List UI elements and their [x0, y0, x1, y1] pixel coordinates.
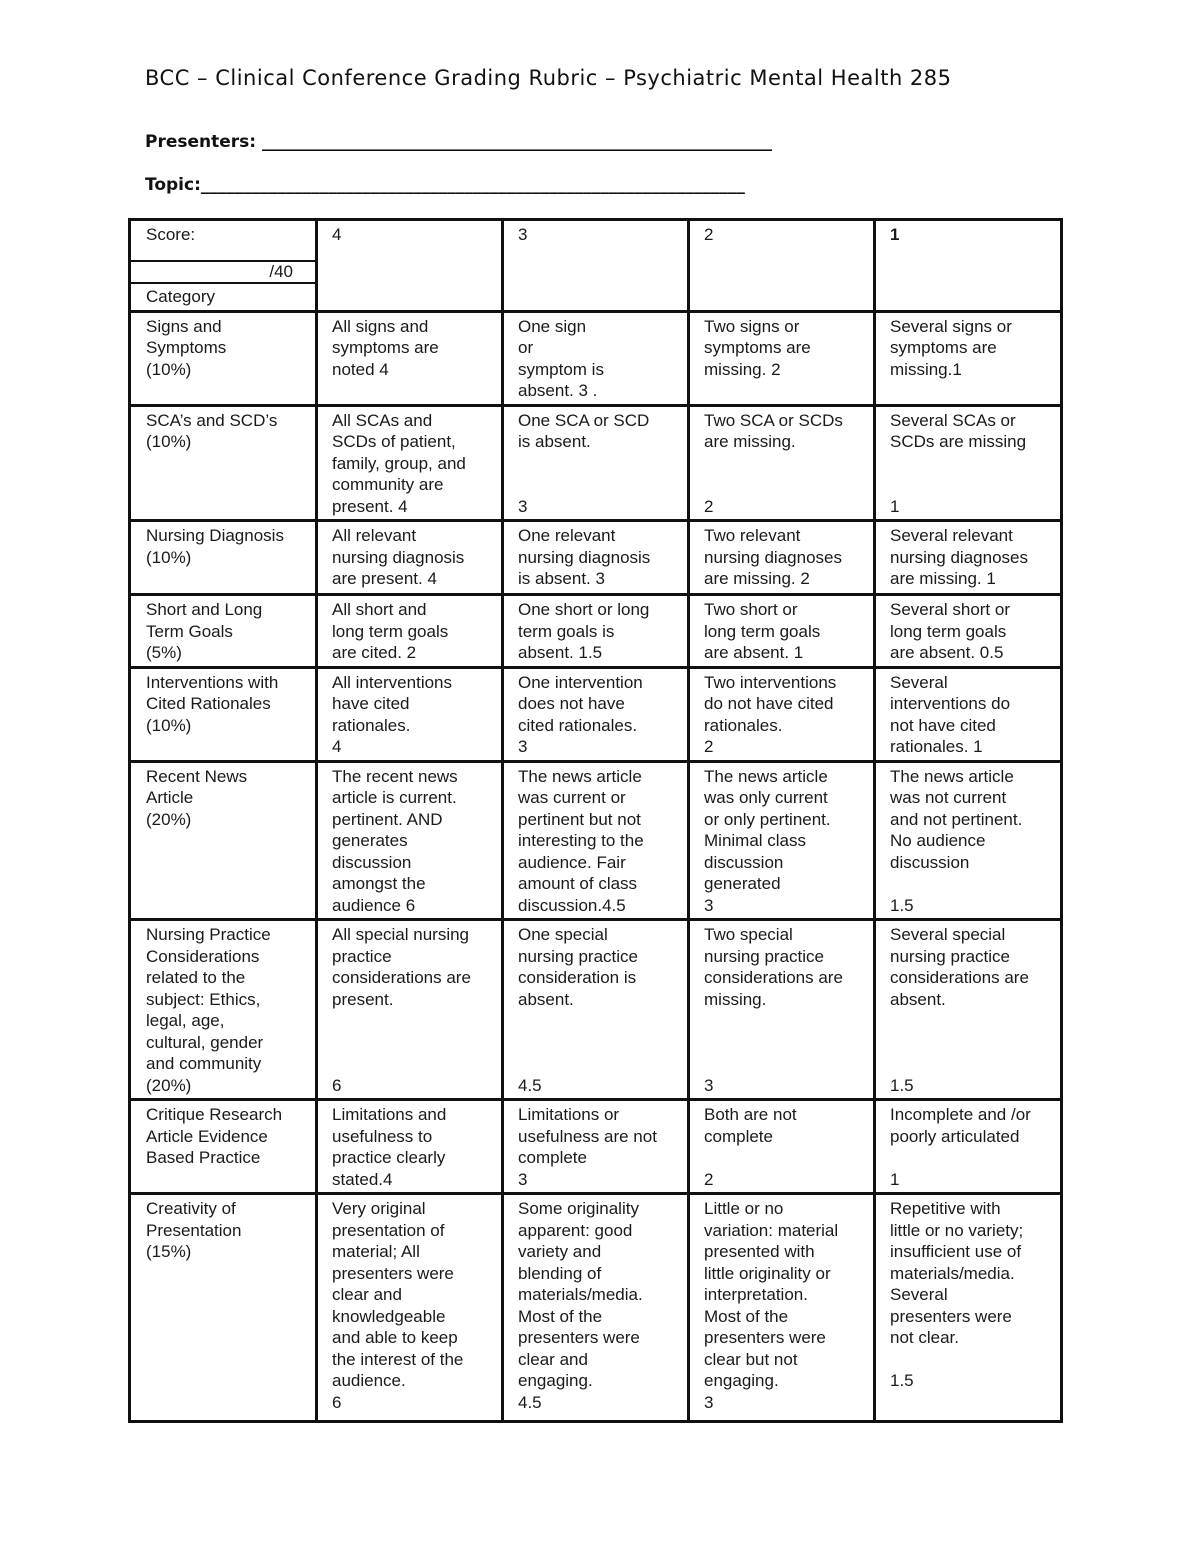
rubric-cell-level-4 [317, 920, 503, 1100]
rubric-cell-text: The news article was not current and not pertinent. No audience discussion 1.5 [890, 766, 1023, 915]
rubric-cell-level-3 [503, 1100, 689, 1194]
table-row [130, 667, 1062, 761]
category-text: SCA’s and SCD’s (10%) [146, 410, 278, 451]
category-text: Signs and Symptoms (10%) [146, 316, 227, 379]
rubric-cell-text: The news article was only current or only pertinent. Minimal class discussion generated 3 [704, 766, 831, 915]
rubric-cell-text: All special nursing practice considerations are present. 6 [332, 925, 471, 1095]
table-row [130, 920, 1062, 1100]
category-text: Interventions with Cited Rationales (10%) [146, 672, 279, 735]
level-1-header [875, 220, 1062, 312]
table-row [130, 1194, 1062, 1422]
rubric-cell-level-1 [875, 1194, 1062, 1422]
rubric-cell-text: Repetitive with little or no variety; insufficient use of materials/media. Several presenters were not clear. 1.5 [890, 1199, 1024, 1390]
rubric-cell-level-1 [875, 405, 1062, 521]
rubric-cell-text: Little or no variation: material presented with little originality or interpretation. Most of the presenters were clear but not engaging. 3 [704, 1199, 839, 1412]
rubric-cell-level-2 [689, 1100, 875, 1194]
category-cell [130, 667, 317, 761]
rubric-cell-text: The recent news article is current. pertinent. AND generates discussion amongst the audience 6 [332, 766, 458, 915]
rubric-cell-level-2 [689, 920, 875, 1100]
table-row [130, 1100, 1062, 1194]
rubric-cell-text: Several relevant nursing diagnoses are missing. 1 [890, 526, 1028, 588]
level-3-header: 3 [503, 220, 689, 312]
rubric-cell-text: One short or long term goals is absent. 1.5 [518, 600, 650, 662]
level-4-header: 4 [317, 220, 503, 312]
category-cell [130, 595, 317, 668]
rubric-cell-level-3 [503, 311, 689, 405]
table-row [130, 761, 1062, 920]
rubric-cell-text: Several short or long term goals are absent. 0.5 [890, 600, 1010, 662]
rubric-cell-level-2 [689, 311, 875, 405]
category-text: Critique Research Article Evidence Based Practice [146, 1105, 283, 1167]
rubric-cell-level-3 [503, 667, 689, 761]
rubric-cell-text: Both are not complete 2 [704, 1105, 797, 1189]
rubric-cell-level-3 [503, 1194, 689, 1422]
rubric-cell-text: Very original presentation of material; All presenters were clear and knowledgeable and able to keep the interest of the audience. 6 [332, 1199, 464, 1412]
rubric-cell-text: All relevant nursing diagnosis are present. 4 [332, 526, 465, 588]
rubric-cell-level-3 [503, 761, 689, 920]
rubric-cell-level-4 [317, 595, 503, 668]
rubric-cell-level-2 [689, 521, 875, 595]
rubric-cell-text: Limitations or usefulness are not complete 3 [518, 1105, 657, 1189]
rubric-cell-level-1 [875, 521, 1062, 595]
rubric-cell-text: Several interventions do not have cited rationales. 1 [890, 672, 1011, 756]
level-2-header: 2 [689, 220, 875, 312]
rubric-cell-text: Two SCA or SCDs are missing. 2 [704, 410, 843, 516]
category-label: Category [146, 287, 215, 306]
rubric-cell-text: All short and long term goals are cited. 2 [332, 600, 449, 662]
rubric-cell-text: All SCAs and SCDs of patient, family, group, and community are present. 4 [332, 410, 466, 516]
rubric-cell-level-1 [875, 761, 1062, 920]
category-cell [130, 311, 317, 405]
score-total: /40 [131, 260, 315, 284]
table-row [130, 311, 1062, 405]
rubric-cell-level-1 [875, 1100, 1062, 1194]
rubric-cell-text: Incomplete and /or poorly articulated 1 [890, 1105, 1031, 1189]
document-title: BCC – Clinical Conference Grading Rubric – Psychiatric Mental Health 285 [145, 66, 952, 90]
rubric-cell-text: Two relevant nursing diagnoses are missing. 2 [704, 526, 842, 588]
category-text: Nursing Practice Considerations related to the subject: Ethics, legal, age, cultural, gender and community (20%) [146, 925, 271, 1095]
rubric-cell-level-2 [689, 761, 875, 920]
rubric-cell-text: All signs and symptoms are noted 4 [332, 316, 439, 379]
rubric-cell-level-3 [503, 405, 689, 521]
category-cell [130, 1100, 317, 1194]
rubric-cell-level-4 [317, 1194, 503, 1422]
topic-line: Topic:________________________________________________________________ [145, 175, 745, 195]
rubric-cell-text: Two signs or symptoms are missing. 2 [704, 316, 811, 379]
table-row [130, 405, 1062, 521]
rubric-cell-level-4 [317, 521, 503, 595]
presenters-line: Presenters: ____________________________________________________________ [145, 132, 772, 152]
table-row [130, 521, 1062, 595]
category-cell [130, 521, 317, 595]
category-text: Nursing Diagnosis (10%) [146, 526, 284, 567]
rubric-cell-text: Limitations and usefulness to practice clearly stated.4 [332, 1105, 447, 1189]
rubric-cell-level-3 [503, 595, 689, 668]
rubric-cell-level-1 [875, 595, 1062, 668]
rubric-cell-level-4 [317, 405, 503, 521]
score-category-header [130, 220, 317, 312]
rubric-cell-level-3 [503, 521, 689, 595]
rubric-cell-text: One SCA or SCD is absent. 3 [518, 410, 650, 516]
category-cell [130, 761, 317, 920]
rubric-cell-text: One relevant nursing diagnosis is absent. 3 [518, 526, 651, 588]
grading-rubric-table [128, 218, 1063, 1423]
rubric-cell-level-2 [689, 667, 875, 761]
rubric-cell-level-4 [317, 667, 503, 761]
rubric-cell-text: All interventions have cited rationales. 4 [332, 672, 453, 756]
rubric-cell-level-4 [317, 761, 503, 920]
rubric-cell-text: One sign or symptom is absent. 3 . [518, 316, 604, 400]
rubric-cell-level-4 [317, 311, 503, 405]
rubric-cell-text: Two special nursing practice considerations are missing. 3 [704, 925, 843, 1095]
category-cell [130, 405, 317, 521]
rubric-cell-level-2 [689, 595, 875, 668]
category-text: Recent News Article (20%) [146, 766, 248, 829]
category-cell [130, 920, 317, 1100]
rubric-cell-text: The news article was current or pertinent but not interesting to the audience. Fair amount of class discussion.4.5 [518, 766, 644, 915]
rubric-cell-text: One special nursing practice consideration is absent. 4.5 [518, 925, 639, 1095]
rubric-cell-text: Several special nursing practice considerations are absent. 1.5 [890, 925, 1029, 1095]
rubric-cell-level-4 [317, 1100, 503, 1194]
rubric-cell-text: One intervention does not have cited rationales. 3 [518, 672, 643, 756]
level-1-label: 1 [890, 225, 900, 244]
category-text: Short and Long Term Goals (5%) [146, 600, 263, 662]
score-label: Score: [146, 225, 196, 244]
rubric-cell-level-1 [875, 920, 1062, 1100]
rubric-cell-level-1 [875, 311, 1062, 405]
category-text: Creativity of Presentation (15%) [146, 1199, 242, 1261]
rubric-cell-level-3 [503, 920, 689, 1100]
header-row [130, 220, 1062, 312]
rubric-cell-text: Two short or long term goals are absent. 1 [704, 600, 821, 662]
rubric-cell-text: Several SCAs or SCDs are missing 1 [890, 410, 1027, 516]
category-cell [130, 1194, 317, 1422]
rubric-cell-level-2 [689, 405, 875, 521]
table-row [130, 595, 1062, 668]
rubric-cell-level-2 [689, 1194, 875, 1422]
rubric-cell-text: Several signs or symptoms are missing.1 [890, 316, 1012, 379]
rubric-cell-level-1 [875, 667, 1062, 761]
rubric-cell-text: Some originality apparent: good variety and blending of materials/media. Most of the presenters were clear and engaging. 4.5 [518, 1199, 643, 1412]
rubric-cell-text: Two interventions do not have cited rationales. 2 [704, 672, 837, 756]
